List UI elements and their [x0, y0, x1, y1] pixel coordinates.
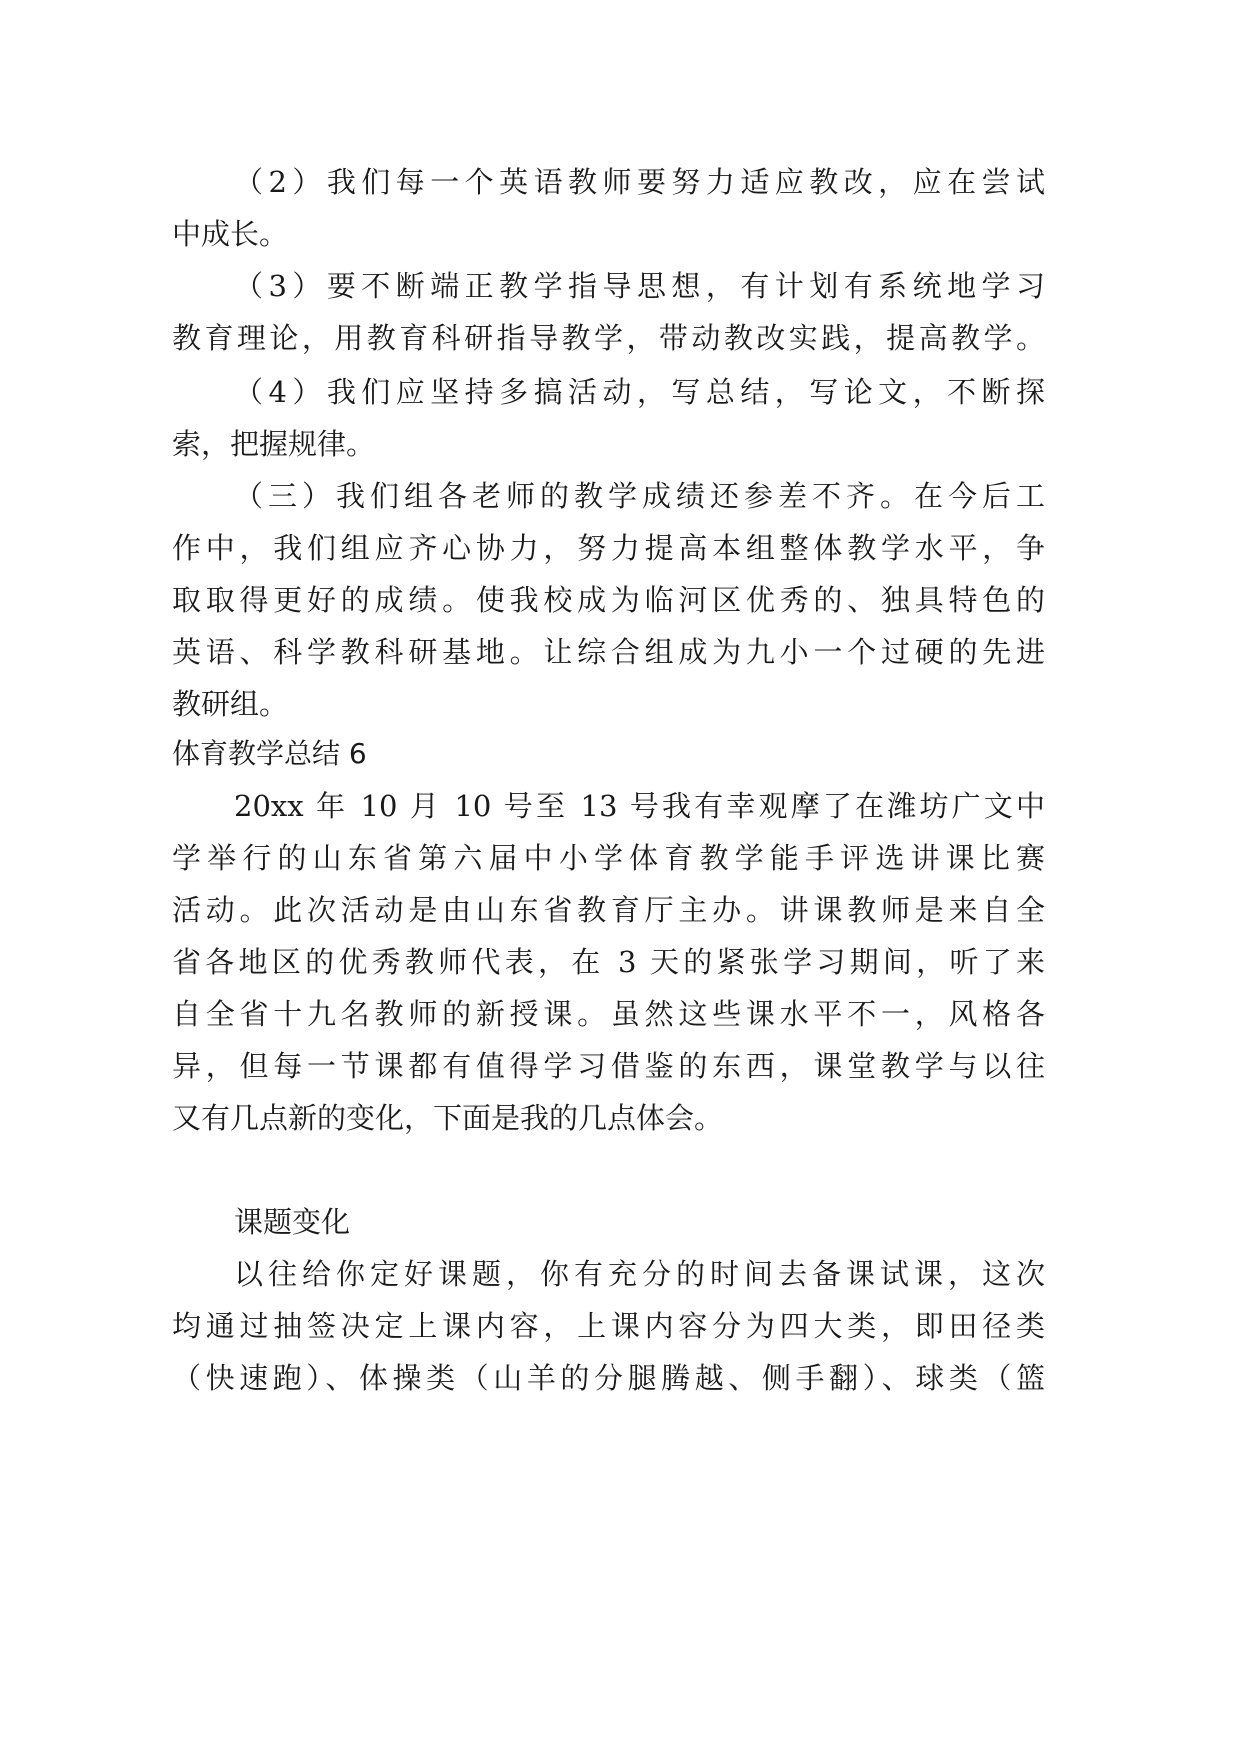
subsection-heading: 课题变化	[234, 1205, 351, 1239]
text-line: 英语、科学教科研基地。让综合组成为九小一个过硬的先进	[172, 635, 1045, 669]
text-line: 作中，我们组应齐心协力，努力提高本组整体教学水平，争	[172, 531, 1045, 565]
text-line: 教研组。	[172, 687, 289, 721]
text-line: 中成长。	[172, 217, 289, 251]
text-line: 省各地区的优秀教师代表，在 3 天的紧张学习期间，听了来	[172, 945, 1045, 979]
text-line: 以往给你定好课题，你有充分的时间去备课试课，这次	[234, 1257, 1045, 1291]
text-line: 索，把握规律。	[172, 427, 376, 461]
text-line: 活动。此次活动是由山东省教育厅主办。讲课教师是来自全	[172, 893, 1045, 927]
text-line: （4）我们应坚持多搞活动，写总结，写论文，不断探	[234, 375, 1045, 409]
section-heading: 体育教学总结 6	[172, 737, 367, 770]
text-line: （三）我们组各老师的教学成绩还参差不齐。在今后工	[234, 479, 1045, 513]
text-line: （快速跑）、体操类（山羊的分腿腾越、侧手翻）、球类（篮	[172, 1361, 1045, 1395]
text-line: （2）我们每一个英语教师要努力适应教改，应在尝试	[234, 165, 1045, 199]
text-line: 又有几点新的变化，下面是我的几点体会。	[172, 1101, 724, 1135]
text-line: 均通过抽签决定上课内容，上课内容分为四大类，即田径类	[172, 1309, 1045, 1343]
text-line: 20xx 年 10 月 10 号至 13 号我有幸观摩了在潍坊广文中	[234, 789, 1045, 823]
text-line: （3）要不断端正教学指导思想，有计划有系统地学习	[234, 269, 1045, 303]
text-line: 异，但每一节课都有值得学习借鉴的东西，课堂教学与以往	[172, 1049, 1045, 1083]
text-line: 学举行的山东省第六届中小学体育教学能手评选讲课比赛	[172, 841, 1045, 875]
text-line: 自全省十九名教师的新授课。虽然这些课水平不一，风格各	[172, 997, 1045, 1031]
text-line: 教育理论，用教育科研指导教学，带动教改实践，提高教学。	[172, 321, 1045, 355]
text-line: 取取得更好的成绩。使我校成为临河区优秀的、独具特色的	[172, 583, 1045, 617]
